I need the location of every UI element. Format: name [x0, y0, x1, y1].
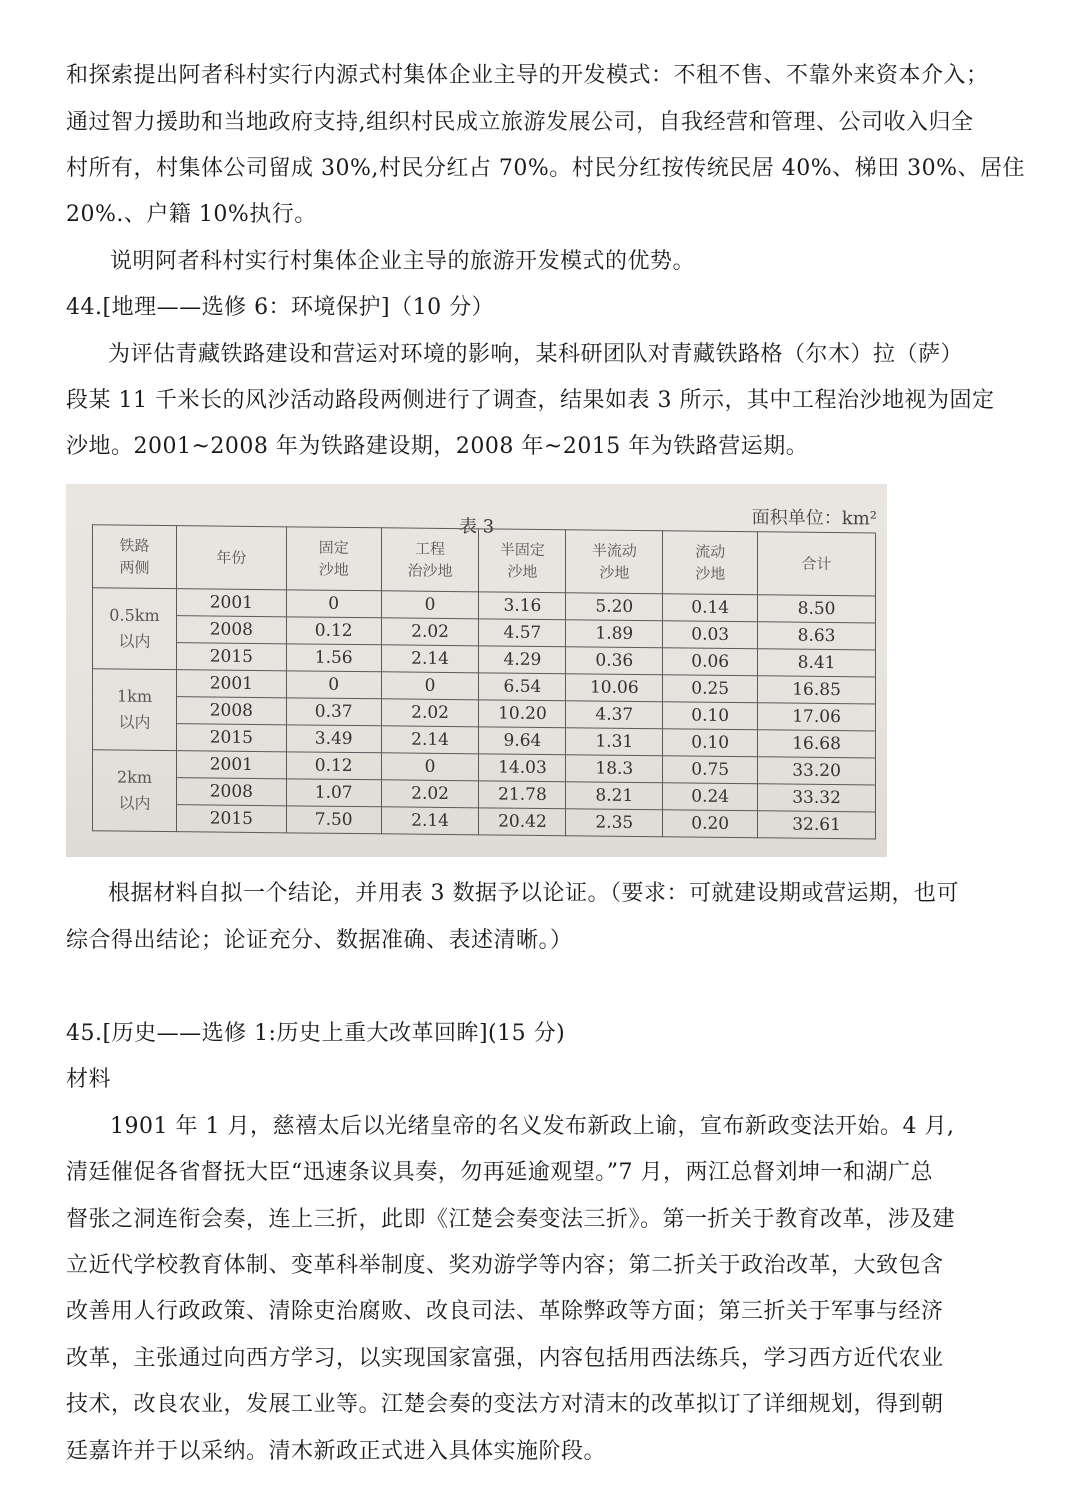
- cell-total: 33.32: [758, 784, 876, 812]
- q44-title: 44.[地理——选修 6：环境保护]（10 分）: [66, 295, 495, 320]
- paragraph-line: 督张之洞连衔会奏，连上三折，此即《江楚会奏变法三折》。第一折关于教育改革，涉及建: [66, 1207, 956, 1232]
- cell-semi-fixed: 6.54: [479, 673, 566, 701]
- header-year: 年份: [176, 526, 286, 590]
- header-engineered: 工程 治沙地: [381, 528, 479, 592]
- q45-title: 45.[历史——选修 1:历史上重大改革回眸](15 分): [66, 1021, 566, 1046]
- cell-fixed: 0.12: [286, 617, 381, 645]
- cell-mobile: 0.03: [663, 621, 758, 649]
- cell-semi-fixed: 10.20: [479, 700, 566, 728]
- cell-total: 8.41: [758, 649, 876, 677]
- cell-year: 2015: [176, 724, 286, 752]
- cell-total: 16.68: [758, 730, 876, 758]
- cell-mobile: 0.10: [663, 702, 758, 730]
- group-label: 0.5km 以内: [93, 588, 177, 670]
- cell-year: 2008: [176, 616, 286, 644]
- cell-mobile: 0.14: [663, 594, 758, 622]
- cell-semi-mobile: 5.20: [566, 593, 663, 621]
- cell-semi-fixed: 9.64: [479, 727, 566, 755]
- cell-engineered: 0: [381, 753, 479, 781]
- cell-year: 2015: [176, 805, 286, 833]
- cell-mobile: 0.24: [663, 783, 758, 811]
- cell-engineered: 2.14: [381, 807, 479, 835]
- paragraph-line: 立近代学校教育体制、变革科举制度、奖劝游学等内容；第二折关于政治改革，大致包含: [66, 1253, 944, 1278]
- paragraph-line: 清廷催促各省督抚大臣“迅速条议具奏，勿再延逾观望。”7 月，两江总督刘坤一和湖广总: [66, 1160, 933, 1185]
- header-side: 铁路 两侧: [93, 525, 177, 589]
- cell-fixed: 1.07: [286, 779, 381, 807]
- group-label: 2km 以内: [93, 750, 177, 832]
- cell-year: 2008: [176, 778, 286, 806]
- cell-total: 8.50: [758, 595, 876, 623]
- cell-semi-fixed: 20.42: [479, 808, 566, 836]
- cell-semi-mobile: 1.89: [566, 620, 663, 648]
- paragraph-line: 技术，改良农业，发展工业等。江楚会奏的变法方对清末的改革拟订了详细规划，得到朝: [66, 1392, 944, 1417]
- data-table: [92, 524, 876, 839]
- cell-total: 17.06: [758, 703, 876, 731]
- cell-semi-mobile: 0.36: [566, 647, 663, 675]
- paragraph-line: 1901 年 1 月，慈禧太后以光绪皇帝的名义发布新政上谕，宣布新政变法开始。4 月,: [110, 1114, 955, 1139]
- paragraph-line: 通过智力援助和当地政府支持,组织村民成立旅游发展公司，自我经营和管理、公司收入归全: [66, 110, 974, 135]
- cell-engineered: 2.02: [381, 699, 479, 727]
- cell-fixed: 7.50: [286, 806, 381, 834]
- group-label: 1km 以内: [93, 669, 177, 751]
- header-mobile: 流动 沙地: [663, 531, 758, 595]
- header-semi-fixed: 半固定 沙地: [479, 529, 566, 593]
- paragraph-line: 和探索提出阿者科村实行内源式村集体企业主导的开发模式：不租不售、不靠外来资本介入；: [66, 63, 989, 88]
- question-prompt: 说明阿者科村实行村集体企业主导的旅游开发模式的优势。: [110, 249, 696, 274]
- paragraph-line: 20%.、户籍 10%执行。: [66, 202, 317, 227]
- question-prompt: 根据材料自拟一个结论，并用表 3 数据予以论证。（要求：可就建设期或营运期，也可: [108, 881, 959, 906]
- table-header-row: [93, 525, 876, 596]
- cell-mobile: 0.06: [663, 648, 758, 676]
- paragraph-line: 改革，主张通过向西方学习，以实现国家富强，内容包括用西法练兵，学习西方近代农业: [66, 1346, 944, 1371]
- paragraph-line: 沙地。2001~2008 年为铁路建设期，2008 年~2015 年为铁路营运期。: [66, 434, 809, 459]
- cell-mobile: 0.10: [663, 729, 758, 757]
- paragraph-line: 村所有，村集体公司留成 30%,村民分红占 70%。村民分红按传统民居 40%、梯田 30%、居住: [66, 156, 1026, 181]
- cell-mobile: 0.20: [663, 810, 758, 838]
- cell-semi-mobile: 2.35: [566, 809, 663, 837]
- cell-year: 2001: [176, 751, 286, 779]
- cell-engineered: 2.02: [381, 780, 479, 808]
- cell-mobile: 0.25: [663, 675, 758, 703]
- cell-semi-fixed: 14.03: [479, 754, 566, 782]
- paragraph-line: 段某 11 千米长的风沙活动路段两侧进行了调查，结果如表 3 所示，其中工程治沙地视为固定: [66, 388, 995, 413]
- header-semi-mobile: 半流动 沙地: [566, 530, 663, 594]
- table-photo: [66, 484, 887, 857]
- cell-engineered: 2.14: [381, 645, 479, 673]
- cell-fixed: 1.56: [286, 644, 381, 672]
- cell-year: 2008: [176, 697, 286, 725]
- paragraph-line: 为评估青藏铁路建设和营运对环境的影响，某科研团队对青藏铁路格（尔木）拉（萨）: [108, 342, 964, 367]
- cell-semi-fixed: 3.16: [479, 592, 566, 620]
- material-label: 材料: [66, 1067, 112, 1092]
- table-unit: 面积单位：km²: [751, 507, 877, 530]
- cell-fixed: 3.49: [286, 725, 381, 753]
- cell-semi-mobile: 10.06: [566, 674, 663, 702]
- cell-semi-fixed: 21.78: [479, 781, 566, 809]
- cell-year: 2001: [176, 589, 286, 617]
- table-title: 表 3: [459, 516, 495, 538]
- paragraph-line: 廷嘉许并于以采纳。清木新政正式进入具体实施阶段。: [66, 1439, 607, 1464]
- cell-semi-mobile: 1.31: [566, 728, 663, 756]
- cell-fixed: 0.12: [286, 752, 381, 780]
- cell-total: 16.85: [758, 676, 876, 704]
- cell-total: 8.63: [758, 622, 876, 650]
- cell-engineered: 2.02: [381, 618, 479, 646]
- header-total: 合计: [758, 532, 876, 596]
- cell-semi-mobile: 4.37: [566, 701, 663, 729]
- header-fixed: 固定 沙地: [286, 527, 381, 591]
- question-prompt: 综合得出结论；论证充分、数据准确、表述清晰。）: [66, 928, 573, 953]
- cell-semi-mobile: 18.3: [566, 755, 663, 783]
- cell-total: 32.61: [758, 811, 876, 839]
- cell-total: 33.20: [758, 757, 876, 785]
- cell-semi-mobile: 8.21: [566, 782, 663, 810]
- cell-engineered: 0: [381, 591, 479, 619]
- cell-semi-fixed: 4.29: [479, 646, 566, 674]
- cell-fixed: 0.37: [286, 698, 381, 726]
- cell-mobile: 0.75: [663, 756, 758, 784]
- cell-year: 2015: [176, 643, 286, 671]
- cell-year: 2001: [176, 670, 286, 698]
- cell-semi-fixed: 4.57: [479, 619, 566, 647]
- paragraph-line: 改善用人行政政策、清除吏治腐败、改良司法、革除弊政等方面；第三折关于军事与经济: [66, 1299, 944, 1324]
- cell-engineered: 2.14: [381, 726, 479, 754]
- cell-fixed: 0: [286, 671, 381, 699]
- cell-fixed: 0: [286, 590, 381, 618]
- cell-engineered: 0: [381, 672, 479, 700]
